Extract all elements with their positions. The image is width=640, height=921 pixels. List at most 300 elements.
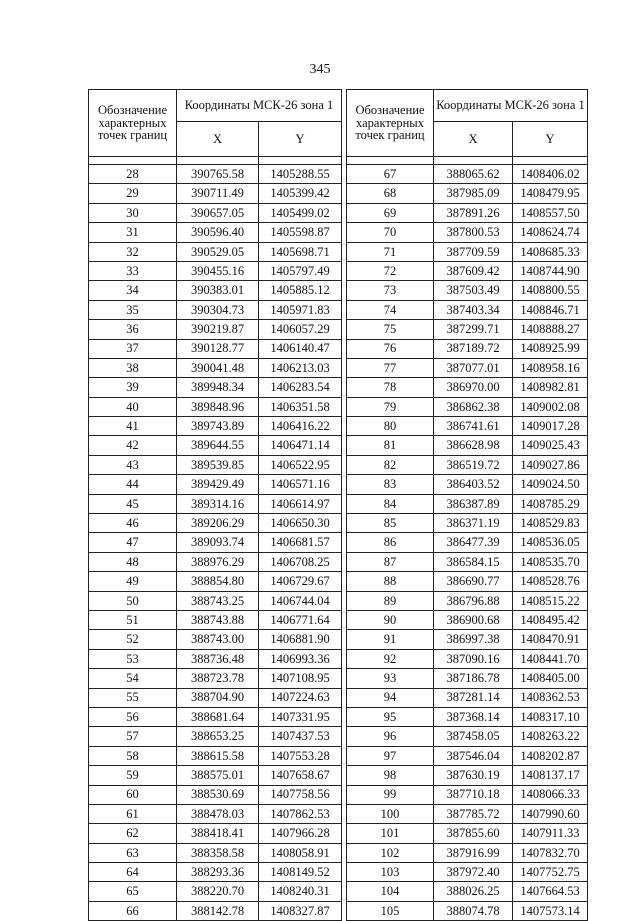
point-number: 37 [89,339,177,358]
point-number: 71 [347,242,434,261]
table-row [347,901,588,920]
coord-x: 390383.01 [177,281,259,300]
coord-x: 389429.49 [177,475,259,494]
point-number: 38 [89,358,177,377]
table-row [89,281,342,300]
point-number: 84 [347,494,434,513]
coord-x: 387891.26 [434,203,513,222]
coord-x: 388976.29 [177,552,259,571]
point-number: 60 [89,785,177,804]
point-number: 31 [89,223,177,242]
coord-x: 388681.64 [177,707,259,726]
coord-y: 1405598.87 [259,223,342,242]
coord-y: 1407553.28 [259,746,342,765]
table-row [347,785,588,804]
point-number: 68 [347,184,434,203]
header-coord-group: Координаты МСК-26 зона 1 [434,90,588,122]
coord-x: 389093.74 [177,533,259,552]
coord-x: 390128.77 [177,339,259,358]
coord-x: 390219.87 [177,320,259,339]
table-row [347,804,588,823]
point-number: 62 [89,824,177,843]
coord-y: 1409027.86 [513,455,588,474]
coord-y: 1408441.70 [513,649,588,668]
table-row [347,533,588,552]
coord-y: 1408536.05 [513,533,588,552]
coord-x: 387077.01 [434,358,513,377]
point-number: 97 [347,746,434,765]
coord-y: 1408958.16 [513,358,588,377]
point-number: 74 [347,300,434,319]
point-number: 87 [347,552,434,571]
coord-y: 1406571.16 [259,475,342,494]
table-row [347,358,588,377]
point-number: 104 [347,882,434,901]
table-row [89,261,342,280]
coord-y: 1405499.02 [259,203,342,222]
point-number: 28 [89,165,177,184]
point-number: 73 [347,281,434,300]
table-row [89,785,342,804]
coord-x: 387785.72 [434,804,513,823]
coordinates-table-left [88,89,342,921]
table-row [89,707,342,726]
coord-x: 387916.99 [434,843,513,862]
point-number: 29 [89,184,177,203]
table-body-right [347,165,588,921]
coord-x: 388065.62 [434,165,513,184]
table-row [89,688,342,707]
coord-y: 1406771.64 [259,610,342,629]
coord-x: 389743.89 [177,417,259,436]
coord-x: 387855.60 [434,824,513,843]
point-number: 46 [89,514,177,533]
coord-x: 388142.78 [177,901,259,920]
point-number: 96 [347,727,434,746]
point-number: 88 [347,572,434,591]
table-row [89,572,342,591]
point-number: 40 [89,397,177,416]
coord-x: 389644.55 [177,436,259,455]
coord-x: 388743.25 [177,591,259,610]
coord-x: 386403.52 [434,475,513,494]
coord-x: 388530.69 [177,785,259,804]
table-row [89,475,342,494]
table-row [347,863,588,882]
coord-x: 387299.71 [434,320,513,339]
coord-x: 387609.42 [434,261,513,280]
table-row [89,339,342,358]
coord-y: 1406708.25 [259,552,342,571]
coord-x: 389206.29 [177,514,259,533]
table-row [89,223,342,242]
coord-x: 386387.89 [434,494,513,513]
table-row [347,843,588,862]
point-number: 58 [89,746,177,765]
table-row [347,475,588,494]
coord-y: 1408263.22 [513,727,588,746]
coord-y: 1406213.03 [259,358,342,377]
point-number: 81 [347,436,434,455]
coord-x: 388220.70 [177,882,259,901]
coord-x: 390304.73 [177,300,259,319]
table-row [347,417,588,436]
point-number: 44 [89,475,177,494]
coord-x: 390596.40 [177,223,259,242]
coordinates-table-right [346,89,588,921]
coord-y: 1408495.42 [513,610,588,629]
coord-x: 387503.49 [434,281,513,300]
point-number: 34 [89,281,177,300]
header-coord-group: Координаты МСК-26 зона 1 [177,90,342,122]
coord-y: 1408982.81 [513,378,588,397]
table-row [347,242,588,261]
point-number: 98 [347,766,434,785]
coord-y: 1407832.70 [513,843,588,862]
point-number: 91 [347,630,434,649]
table-row [347,339,588,358]
point-number: 33 [89,261,177,280]
point-number: 39 [89,378,177,397]
coord-x: 388418.41 [177,824,259,843]
coord-y: 1408058.91 [259,843,342,862]
coord-x: 388074.78 [434,901,513,920]
coord-y: 1409017.28 [513,417,588,436]
point-number: 80 [347,417,434,436]
table-row [347,378,588,397]
coord-y: 1405797.49 [259,261,342,280]
coord-x: 390529.05 [177,242,259,261]
coord-y: 1407990.60 [513,804,588,823]
point-number: 57 [89,727,177,746]
coord-y: 1408888.27 [513,320,588,339]
table-row [347,223,588,242]
table-row [347,766,588,785]
table-row [89,378,342,397]
table-row [89,300,342,319]
coord-y: 1407331.95 [259,707,342,726]
table-row [347,281,588,300]
coord-y: 1408240.31 [259,882,342,901]
point-number: 70 [347,223,434,242]
coord-x: 387189.72 [434,339,513,358]
table-row [347,882,588,901]
coord-y: 1405288.55 [259,165,342,184]
coord-x: 387800.53 [434,223,513,242]
coord-x: 388478.03 [177,804,259,823]
table-row [89,824,342,843]
coord-y: 1408529.83 [513,514,588,533]
coord-y: 1408137.17 [513,766,588,785]
table-row [89,397,342,416]
table-row [347,591,588,610]
table-row [347,649,588,668]
coord-x: 387368.14 [434,707,513,726]
point-number: 35 [89,300,177,319]
table-row [347,688,588,707]
point-number: 77 [347,358,434,377]
point-number: 41 [89,417,177,436]
table-row [347,630,588,649]
coord-y: 1408405.00 [513,669,588,688]
coord-y: 1407966.28 [259,824,342,843]
coord-y: 1407437.53 [259,727,342,746]
point-number: 42 [89,436,177,455]
coord-y: 1409002.08 [513,397,588,416]
coord-x: 388704.90 [177,688,259,707]
table-row [347,610,588,629]
coord-y: 1407862.53 [259,804,342,823]
coord-x: 386628.98 [434,436,513,455]
table-row [89,843,342,862]
table-body-left [89,165,342,921]
point-number: 69 [347,203,434,222]
point-number: 82 [347,455,434,474]
coord-y: 1407758.56 [259,785,342,804]
coord-y: 1409025.43 [513,436,588,455]
table-row [89,746,342,765]
point-number: 94 [347,688,434,707]
coord-y: 1406140.47 [259,339,342,358]
table-row [347,494,588,513]
coord-y: 1408479.95 [513,184,588,203]
point-number: 86 [347,533,434,552]
coord-x: 386741.61 [434,417,513,436]
coord-y: 1406681.57 [259,533,342,552]
point-number: 56 [89,707,177,726]
point-number: 51 [89,610,177,629]
coord-x: 386796.88 [434,591,513,610]
coord-x: 388854.80 [177,572,259,591]
coord-y: 1406614.97 [259,494,342,513]
coord-x: 390765.58 [177,165,259,184]
coord-x: 389539.85 [177,455,259,474]
point-number: 65 [89,882,177,901]
point-number: 72 [347,261,434,280]
coord-y: 1408685.33 [513,242,588,261]
coord-x: 388653.25 [177,727,259,746]
point-number: 93 [347,669,434,688]
table-row [89,610,342,629]
header-y: Y [513,122,588,157]
point-number: 55 [89,688,177,707]
table-row [347,455,588,474]
table-row [89,533,342,552]
coord-y: 1405399.42 [259,184,342,203]
table-row [347,397,588,416]
point-number: 32 [89,242,177,261]
coord-x: 387985.09 [434,184,513,203]
table-row [347,824,588,843]
point-number: 90 [347,610,434,629]
coord-x: 387710.18 [434,785,513,804]
coord-x: 389314.16 [177,494,259,513]
point-number: 95 [347,707,434,726]
header-x: X [177,122,259,157]
point-number: 61 [89,804,177,823]
table-row [347,669,588,688]
coord-y: 1405885.12 [259,281,342,300]
coord-y: 1408846.71 [513,300,588,319]
coord-x: 388293.36 [177,863,259,882]
point-number: 102 [347,843,434,862]
table-row [89,766,342,785]
point-number: 59 [89,766,177,785]
coord-y: 1408202.87 [513,746,588,765]
table-row [347,552,588,571]
coord-x: 388575.01 [177,766,259,785]
coord-x: 387972.40 [434,863,513,882]
point-number: 103 [347,863,434,882]
table-row [89,320,342,339]
header-label-col: Обозначение характерных точек границ [347,90,434,157]
point-number: 50 [89,591,177,610]
table-row [89,242,342,261]
coord-x: 386519.72 [434,455,513,474]
coord-y: 1407224.63 [259,688,342,707]
table-row [347,184,588,203]
coord-x: 386970.00 [434,378,513,397]
header-label-col: Обозначение характерных точек границ [89,90,177,157]
coord-x: 387281.14 [434,688,513,707]
coord-y: 1406993.36 [259,649,342,668]
coord-y: 1408800.55 [513,281,588,300]
coord-y: 1406057.29 [259,320,342,339]
coord-x: 388723.78 [177,669,259,688]
table-row [89,552,342,571]
coord-x: 387546.04 [434,746,513,765]
coord-x: 389948.34 [177,378,259,397]
point-number: 75 [347,320,434,339]
coord-x: 388026.25 [434,882,513,901]
coord-y: 1406522.95 [259,455,342,474]
table-row [347,727,588,746]
coord-y: 1408470.91 [513,630,588,649]
coord-y: 1407108.95 [259,669,342,688]
coord-y: 1408624.74 [513,223,588,242]
coord-y: 1406650.30 [259,514,342,533]
point-number: 100 [347,804,434,823]
coord-x: 387458.05 [434,727,513,746]
table-row [89,863,342,882]
coord-y: 1407752.75 [513,863,588,882]
coord-x: 389848.96 [177,397,259,416]
coord-y: 1407664.53 [513,882,588,901]
table-row [89,630,342,649]
coord-y: 1408535.70 [513,552,588,571]
coord-y: 1408317.10 [513,707,588,726]
coord-y: 1407911.33 [513,824,588,843]
table-row [347,707,588,726]
coord-x: 390041.48 [177,358,259,377]
coord-y: 1408515.22 [513,591,588,610]
point-number: 78 [347,378,434,397]
coord-x: 387630.19 [434,766,513,785]
coord-y: 1405698.71 [259,242,342,261]
point-number: 76 [347,339,434,358]
coord-y: 1406881.90 [259,630,342,649]
table-row [89,494,342,513]
table-row [89,727,342,746]
coord-y: 1406351.58 [259,397,342,416]
coord-y: 1408149.52 [259,863,342,882]
table-row [89,184,342,203]
table-row [89,649,342,668]
point-number: 67 [347,165,434,184]
point-number: 85 [347,514,434,533]
point-number: 49 [89,572,177,591]
point-number: 45 [89,494,177,513]
coord-x: 387709.59 [434,242,513,261]
table-row [347,320,588,339]
table-row [89,804,342,823]
coord-x: 387403.34 [434,300,513,319]
point-number: 105 [347,901,434,920]
coord-y: 1406744.04 [259,591,342,610]
point-number: 83 [347,475,434,494]
coord-y: 1408557.50 [513,203,588,222]
table-row [347,514,588,533]
coord-y: 1408785.29 [513,494,588,513]
coord-y: 1405971.83 [259,300,342,319]
table-row [347,261,588,280]
table-row [89,669,342,688]
coord-y: 1408406.02 [513,165,588,184]
coord-y: 1407573.14 [513,901,588,920]
coord-y: 1409024.50 [513,475,588,494]
point-number: 66 [89,901,177,920]
point-number: 48 [89,552,177,571]
coord-x: 388743.88 [177,610,259,629]
point-number: 92 [347,649,434,668]
coord-y: 1406471.14 [259,436,342,455]
coord-x: 386997.38 [434,630,513,649]
table-row [347,746,588,765]
coord-y: 1406416.22 [259,417,342,436]
point-number: 89 [347,591,434,610]
coord-y: 1408066.33 [513,785,588,804]
table-row [89,358,342,377]
coord-x: 390711.49 [177,184,259,203]
table-row [89,165,342,184]
table-row [347,436,588,455]
point-number: 52 [89,630,177,649]
point-number: 63 [89,843,177,862]
coord-y: 1406729.67 [259,572,342,591]
coord-x: 388358.58 [177,843,259,862]
page-number: 345 [309,62,331,77]
table-row [347,165,588,184]
coord-x: 386862.38 [434,397,513,416]
point-number: 30 [89,203,177,222]
table-row [89,203,342,222]
table-row [347,300,588,319]
coord-x: 387186.78 [434,669,513,688]
coord-y: 1407658.67 [259,766,342,785]
coord-x: 386371.19 [434,514,513,533]
point-number: 53 [89,649,177,668]
point-number: 79 [347,397,434,416]
coord-y: 1408744.90 [513,261,588,280]
point-number: 36 [89,320,177,339]
table-row [347,572,588,591]
coord-y: 1408528.76 [513,572,588,591]
coord-x: 386900.68 [434,610,513,629]
coord-x: 388615.58 [177,746,259,765]
header-y: Y [259,122,342,157]
table-row [89,514,342,533]
point-number: 64 [89,863,177,882]
